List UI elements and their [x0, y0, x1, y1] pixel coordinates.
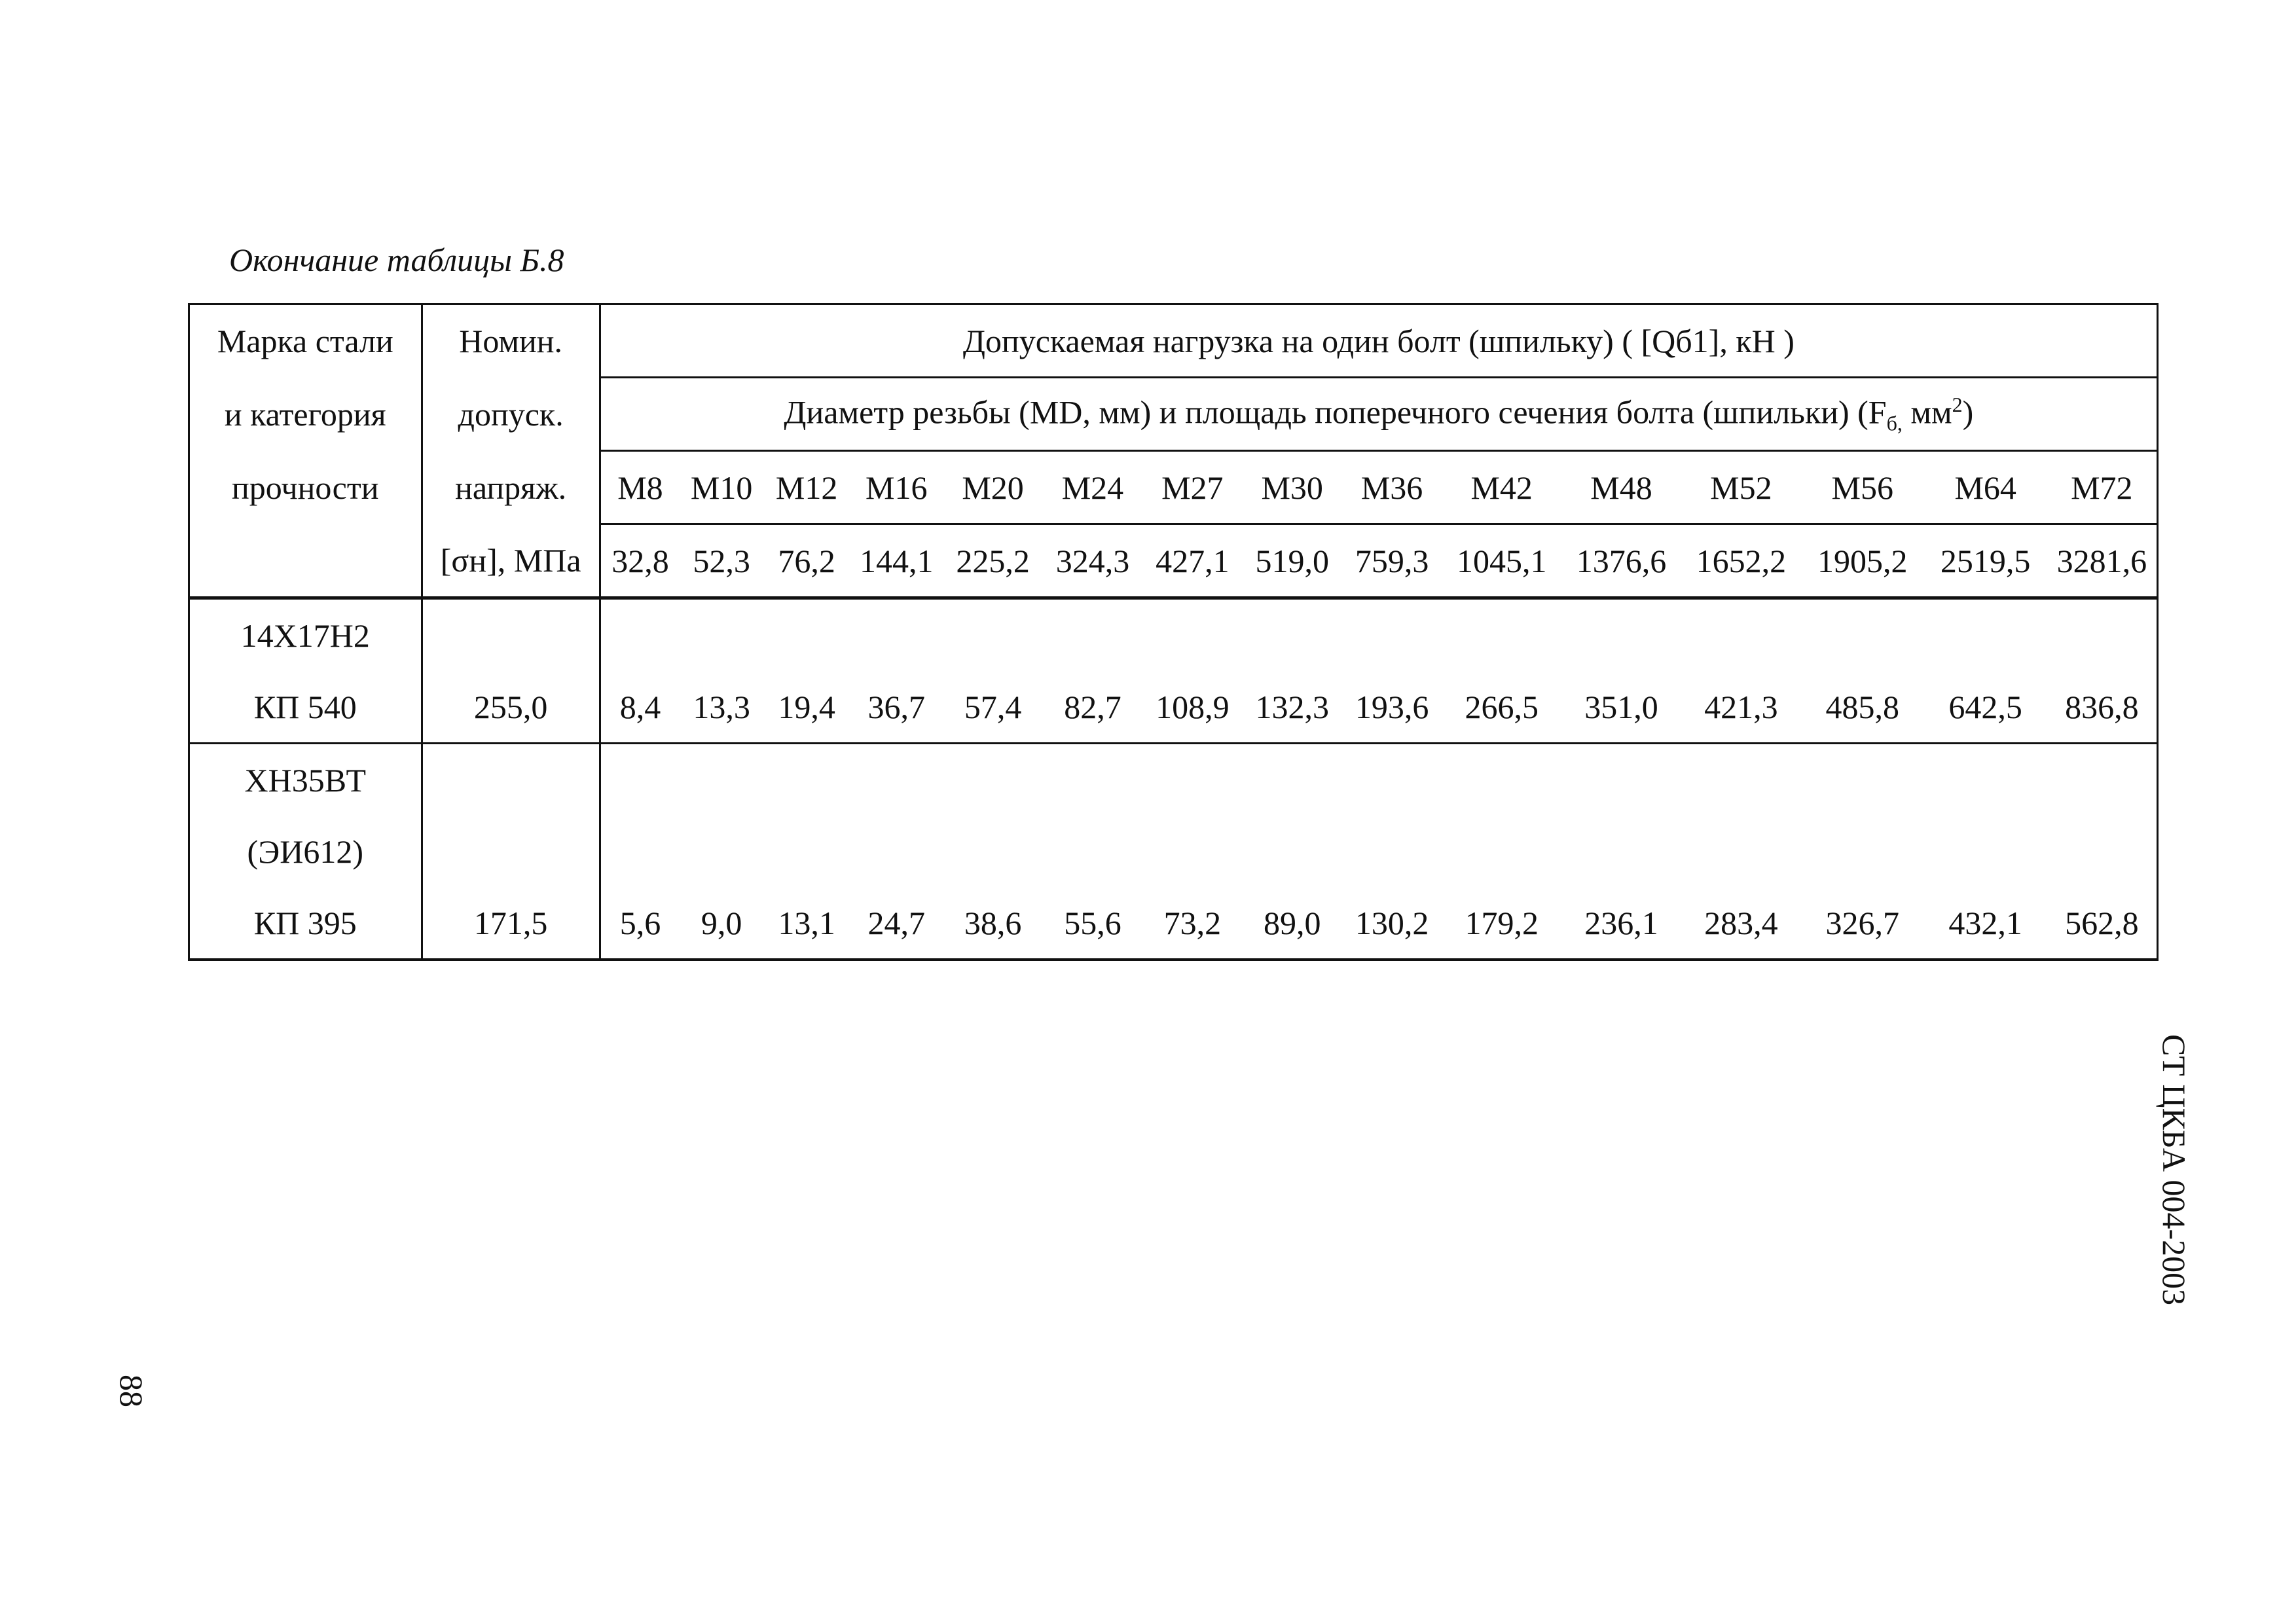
table-row [189, 744, 2158, 816]
steel-header-l2: и категория [189, 378, 422, 451]
load-value: 24,7 [850, 887, 943, 960]
area-cell: 3281,6 [2047, 524, 2158, 598]
steel-category: КП 395 [189, 887, 422, 960]
diameter-cell: M8 [600, 451, 680, 524]
area-cell: 52,3 [693, 542, 750, 579]
load-value: 326,7 [1801, 887, 1924, 960]
table-row [189, 816, 2158, 887]
load-value: 236,1 [1561, 887, 1681, 960]
load-value: 89,0 [1243, 887, 1342, 960]
load-value: 57,4 [964, 688, 1022, 725]
load-value: 19,4 [778, 688, 835, 725]
table-row [189, 671, 2158, 744]
load-value: 73,2 [1142, 887, 1242, 960]
load-value: 283,4 [1681, 887, 1801, 960]
area-cell: 76,2 [778, 542, 835, 579]
area-cell: 1905,2 [1817, 542, 1908, 579]
steel-name: 14Х17Н2 [189, 598, 422, 672]
steel-name: ХН35ВТ [189, 744, 422, 816]
area-cell: 32,8 [611, 542, 669, 579]
stress-header-l2: допуск. [422, 378, 600, 451]
steel-header-blank [189, 524, 422, 598]
load-value: 132,3 [1255, 688, 1329, 725]
area-cell: 225,2 [956, 542, 1030, 579]
diameter-cell: M48 [1561, 451, 1681, 524]
values-blank [2047, 816, 2158, 887]
values-blank [600, 816, 2047, 887]
values-blank [2047, 744, 2158, 816]
load-value: 82,7 [1064, 688, 1121, 725]
stress-blank [422, 744, 600, 816]
diameter-cell: M24 [1043, 451, 1142, 524]
stress-value: 255,0 [422, 671, 600, 744]
load-value: 130,2 [1342, 887, 1442, 960]
diameter-title-sup: 2 [1952, 392, 1963, 416]
area-cell: 519,0 [1255, 542, 1329, 579]
stress-header-l3: напряж. [422, 451, 600, 524]
load-value: 5,6 [600, 887, 680, 960]
load-value: 351,0 [1584, 688, 1658, 725]
steel-name-extra: (ЭИ612) [189, 816, 422, 887]
steel-header-l3: прочности [189, 451, 422, 524]
diameter-cell: M27 [1142, 451, 1242, 524]
diameter-title-main: Диаметр резьбы (MD, мм) и площадь поперечного сечения болта (шпильки) (F [784, 393, 1887, 431]
diameter-cell: M56 [1801, 451, 1924, 524]
area-cell: 427,1 [1156, 542, 1230, 579]
table-row [189, 887, 2158, 960]
page-number: 88 [113, 1375, 150, 1407]
stress-value: 171,5 [422, 887, 600, 960]
stress-blank [422, 598, 600, 672]
values-blank [2047, 598, 2158, 672]
diameter-cell: M52 [1681, 451, 1801, 524]
load-value: 36,7 [867, 688, 926, 725]
diameter-cell: M64 [1924, 451, 2047, 524]
table-row [189, 598, 2158, 672]
stress-blank [422, 816, 600, 887]
load-value: 485,8 [1825, 688, 1899, 725]
load-value: 432,1 [1924, 887, 2047, 960]
diameter-cell: M20 [943, 451, 1042, 524]
steel-category: КП 540 [189, 671, 422, 744]
load-value: 108,9 [1156, 688, 1230, 725]
load-value: 642,5 [1948, 688, 2022, 725]
diameter-cell: M30 [1243, 451, 1342, 524]
table-caption: Окончание таблицы Б.8 [229, 242, 564, 278]
diameter-title [600, 378, 2157, 451]
load-table [188, 303, 2159, 961]
diameter-cell: M16 [850, 451, 943, 524]
area-cell: 759,3 [1355, 542, 1429, 579]
load-value: 836,8 [2047, 671, 2158, 744]
load-value: 9,0 [680, 887, 763, 960]
load-value: 193,6 [1355, 688, 1429, 725]
header-row-1 [189, 304, 2158, 378]
stress-header-l4: [σн], МПа [422, 524, 600, 598]
header-row-2 [189, 378, 2158, 451]
values-blank [600, 598, 2047, 672]
load-value: 562,8 [2047, 887, 2158, 960]
diameter-cell: M72 [2047, 451, 2158, 524]
load-value: 8,4 [619, 688, 661, 725]
area-cell: 1045,1 [1456, 542, 1547, 579]
diameter-title-unit: мм [1902, 393, 1952, 431]
load-value: 266,5 [1465, 688, 1539, 725]
load-value: 13,3 [693, 688, 750, 725]
diameter-title-sub: б, [1886, 411, 1903, 435]
load-value: 13,1 [763, 887, 850, 960]
area-cell: 1652,2 [1696, 542, 1787, 579]
area-row [189, 524, 2158, 598]
values-blank [600, 744, 2047, 816]
area-cell: 2519,5 [1940, 542, 2031, 579]
load-value: 55,6 [1043, 887, 1142, 960]
load-value: 38,6 [943, 887, 1042, 960]
load-value: 421,3 [1704, 688, 1778, 725]
document-code: СТ ЦКБА 004-2003 [2156, 1034, 2193, 1306]
area-cell: 324,3 [1055, 542, 1130, 579]
diameter-cell: M12 [763, 451, 850, 524]
diameter-cell: M36 [1342, 451, 1442, 524]
load-value: 179,2 [1442, 887, 1561, 960]
diameter-cell: M42 [1442, 451, 1561, 524]
load-title: Допускаемая нагрузка на один болт (шпильку) ( [Qб1], кН ) [600, 304, 2157, 378]
area-cell: 1376,6 [1576, 542, 1667, 579]
area-cell: 144,1 [860, 542, 934, 579]
diameter-row [189, 451, 2158, 524]
diameter-title-end: ) [1962, 393, 1974, 431]
steel-header-l1: Марка стали [189, 304, 422, 378]
diameter-cell: M10 [680, 451, 763, 524]
stress-header-l1: Номин. [422, 304, 600, 378]
